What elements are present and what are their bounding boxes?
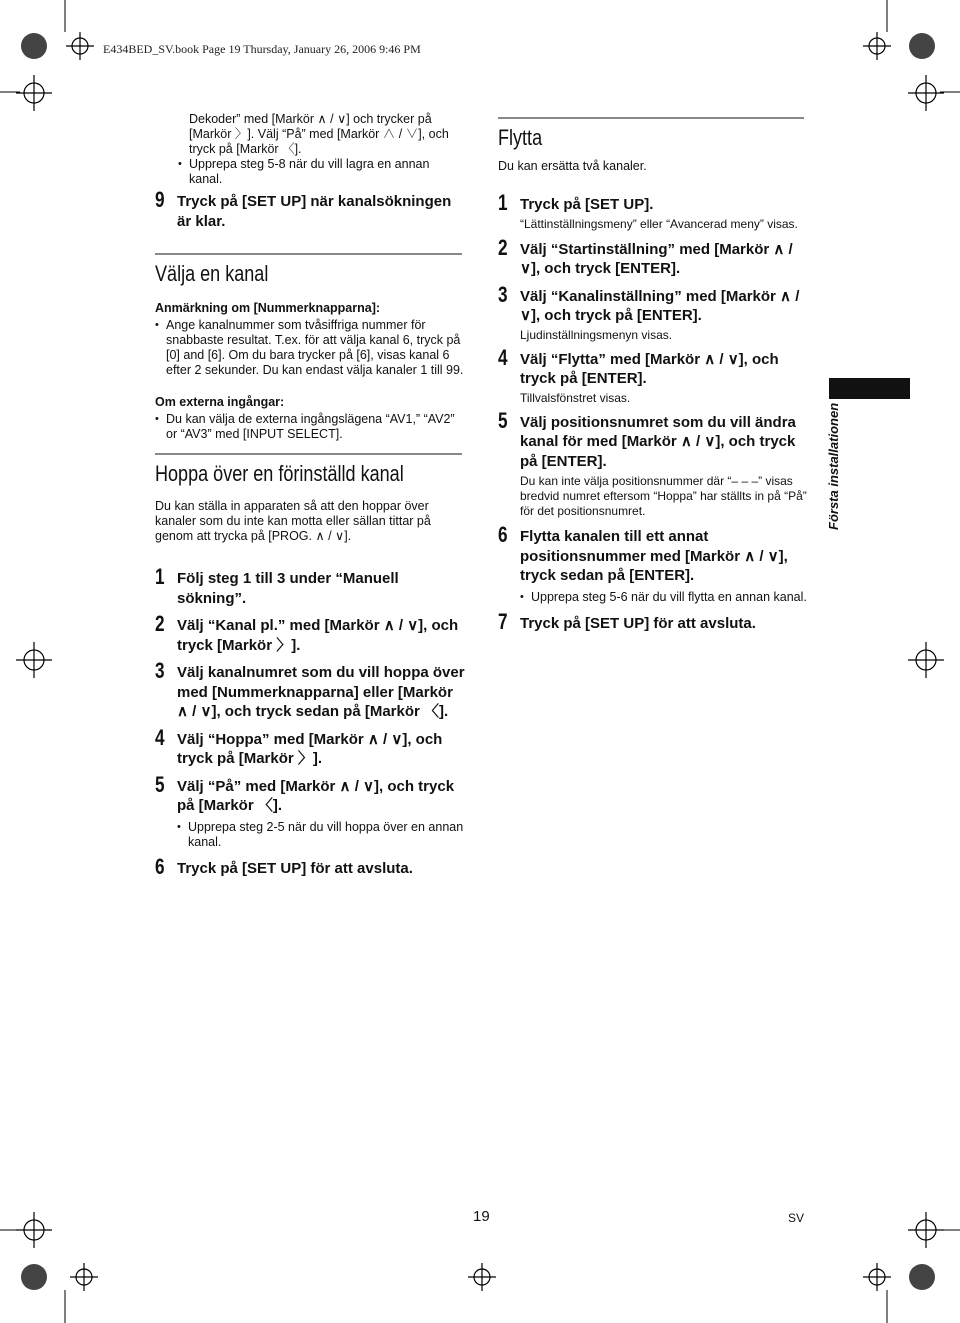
file-header: E434BED_SV.book Page 19 Thursday, January 26, 2006 9:46 PM: [103, 42, 421, 56]
note-bullet: • Ange kanalnummer som tvåsiffriga nummer för snabbaste resultat. T.ex. för att välja kanal 6, tryck på [0] and [6]. Om du bara trycker på [6], visas kanal 6 efter 2 sekunder. Du kan endast välja kanaler 1 till 99.: [155, 318, 465, 378]
step-text: Flytta kanalen till ett annat positionsnummer med [Markör ∧ / ∨], tryck sedan på [ENTER].: [520, 528, 788, 584]
step-text: Välj “På” med [Markör ∧ / ∨], och tryck på [Markör 〈].: [177, 777, 455, 814]
section-title-flytta: Flytta: [498, 125, 543, 150]
step-number: 9: [155, 187, 165, 212]
steps-list: [498, 190, 808, 634]
step-number: 2: [498, 234, 508, 260]
step-text: Välj “Startinställning” med [Markör ∧ / ∨], och tryck [ENTER].: [520, 240, 793, 277]
step-6: [498, 522, 808, 586]
section-tab-label: Första installationen: [826, 402, 841, 530]
step-note: Ljudinställningsmenyn visas.: [520, 327, 673, 342]
step-note: “Lättinställningsmeny” eller “Avancerad meny” visas.: [520, 216, 798, 231]
step-number: 3: [498, 281, 508, 307]
step-3: [155, 658, 465, 722]
step-text: Följ steg 1 till 3 under “Manuell sökning”.: [177, 570, 399, 607]
step-text: Tryck på [SET UP] när kanalsökningen är klar.: [177, 193, 452, 230]
step-1: [498, 190, 808, 215]
step-4: [498, 344, 808, 389]
step-text: Tryck på [SET UP].: [520, 196, 654, 213]
intro-bullet: • Upprepa steg 5-8 när du vill lagra en annan kanal.: [178, 157, 465, 187]
step-number: 1: [498, 190, 508, 215]
section-title-valja: Välja en kanal: [155, 261, 269, 286]
step-bullet: • Upprepa steg 5-6 när du vill flytta en annan kanal.: [520, 590, 808, 605]
right-column: [498, 117, 808, 633]
step-number: 2: [155, 611, 165, 636]
note-heading: Anmärkning om [Nummerknapparna]:: [155, 301, 381, 315]
step-text: Välj “Hoppa” med [Markör ∧ / ∨], och tryck på [Markör 〉].: [177, 730, 443, 767]
page-number: 19: [473, 1208, 490, 1225]
section-rule: [155, 453, 462, 455]
step-text: Tryck på [SET UP] för att avsluta.: [177, 859, 413, 877]
step-4: [155, 724, 465, 769]
section-tab-marker: [829, 378, 910, 399]
left-column: [155, 112, 465, 878]
note-bullet: • Du kan välja de externa ingångslägena “AV1,” “AV2” or “AV3” med [INPUT SELECT].: [155, 412, 465, 442]
step-7: [498, 608, 808, 634]
intro-block: [155, 112, 465, 157]
section-intro: Du kan ställa in apparaten så att den hoppar över kanaler som du inte kan motta eller sällan tittar på genom att trycka på [PROG. ∧ / ∨].: [155, 499, 431, 543]
intro-line: Dekoder” med [Markör ∧ / ∨] och trycker på: [189, 112, 432, 126]
step-2: [498, 234, 808, 279]
intro-line: [Markör 〉]. Välj “På” med [Markör ∧ / ∨], och: [189, 127, 449, 141]
step-5: [498, 407, 808, 472]
step-text: Välj positionsnumret som du vill ändra kanal för med [Markör ∧ / ∨], och tryck på [ENTER].: [520, 413, 796, 470]
step-number: 7: [498, 608, 508, 634]
step-text: Tryck på [SET UP] för att avsluta.: [520, 614, 756, 632]
step-text: Välj “Kanalinställning” med [Markör ∧ / ∨], och tryck på [ENTER].: [520, 287, 800, 324]
step-number: 3: [155, 658, 165, 683]
step-number: 5: [155, 771, 165, 797]
step-number: 6: [155, 853, 165, 879]
step-number: 4: [498, 344, 508, 370]
section-rule: [155, 253, 462, 255]
step-number: 4: [155, 724, 165, 750]
step-note: Tillvalsfönstret visas.: [520, 390, 631, 405]
step-2: [155, 611, 465, 655]
step-text: Välj “Kanal pl.” med [Markör ∧ / ∨], och tryck [Markör 〉].: [177, 617, 459, 654]
step-text: Välj kanalnumret som du vill hoppa över med [Nummerknapparna] eller [Markör ∧ / ∨], och tryck sedan på [Markör 〈].: [177, 664, 465, 720]
step-number: 1: [155, 564, 165, 589]
step-note: Du kan inte välja positionsnummer där “– – –” visas bredvid numret eftersom “Hoppa” har ställts in på “På” för det positionsnumret.: [520, 474, 807, 518]
step-9: [155, 187, 465, 231]
note-heading: Om externa ingångar:: [155, 395, 285, 409]
step-text: Välj “Flytta” med [Markör ∧ / ∨], och tryck på [ENTER].: [520, 350, 779, 387]
step-5: [155, 771, 465, 816]
section-rule: [498, 117, 804, 119]
language-code: SV: [788, 1211, 805, 1225]
step-bullet: • Upprepa steg 2-5 när du vill hoppa över en annan kanal.: [177, 820, 465, 850]
steps-list: [155, 564, 465, 879]
step-1: [155, 564, 465, 608]
step-3: [498, 281, 808, 326]
intro-line: tryck på [Markör 〈].: [189, 142, 302, 156]
section-title-hoppa: Hoppa över en förinställd kanal: [155, 461, 404, 486]
section-intro: Du kan ersätta två kanaler.: [498, 159, 647, 173]
step-6: [155, 853, 465, 879]
step-number: 5: [498, 407, 508, 433]
step-number: 6: [498, 522, 508, 547]
